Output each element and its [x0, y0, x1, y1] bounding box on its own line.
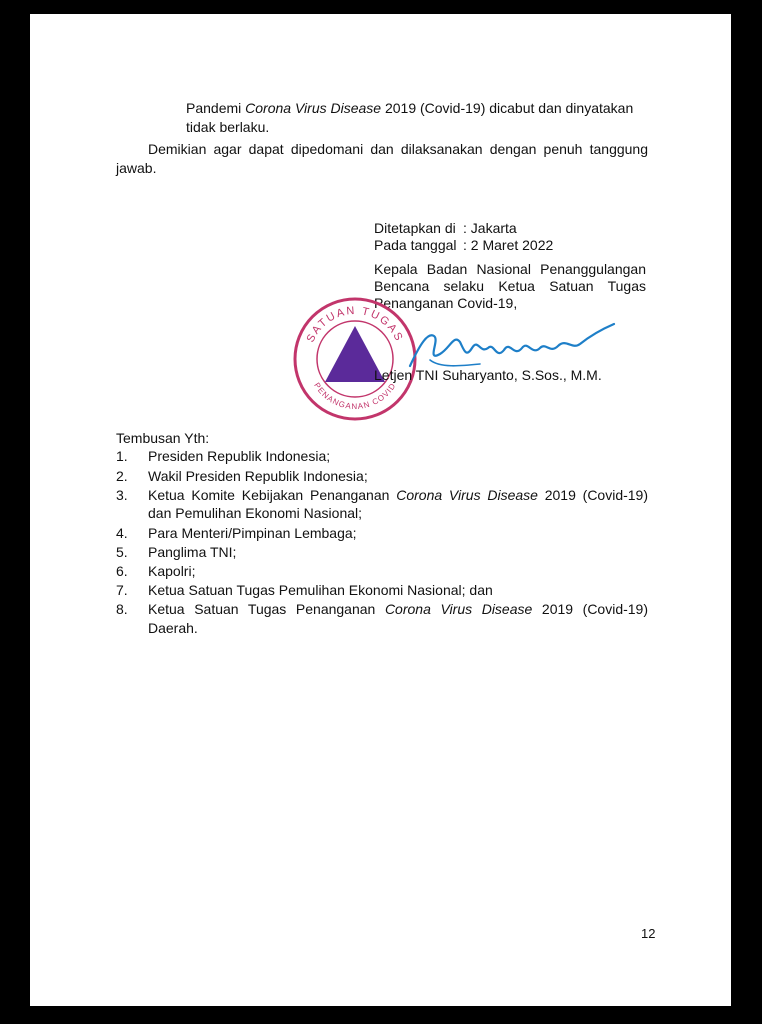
svg-text:PENANGANAN COVID	[312, 381, 398, 411]
official-title-line: Kepala Badan Nasional Penanggulangan	[374, 261, 646, 277]
list-number: 3.	[116, 487, 128, 503]
text: Demikian agar dapat dipedomani dan dilaksanakan dengan penuh tanggung	[148, 141, 648, 157]
list-item	[148, 600, 648, 619]
signatory-name: Letjen TNI Suharyanto, S.Sos., M.M.	[374, 367, 602, 383]
list-item-continuation: dan Pemulihan Ekonomi Nasional;	[148, 505, 363, 521]
text: 2019 (Covid-19) dicabut dan dinyatakan	[381, 100, 634, 116]
italic-text: Corona Virus Disease	[384, 601, 533, 617]
official-title-line: Penanganan Covid-19,	[374, 295, 518, 311]
stamp-text-bottom: PENANGANAN COVID	[312, 381, 398, 412]
document-page	[30, 14, 731, 1006]
paragraph-line: jawab.	[116, 160, 157, 176]
list-number: 7.	[116, 582, 128, 598]
page-number: 12	[641, 926, 656, 941]
paragraph-line: tidak berlaku.	[186, 119, 270, 135]
list-item: Wakil Presiden Republik Indonesia;	[148, 468, 368, 484]
text: Pandemi	[186, 100, 246, 116]
list-item: Ketua Satuan Tugas Pemulihan Ekonomi Nasional; dan	[148, 582, 493, 598]
list-item: Panglima TNI;	[148, 544, 237, 560]
list-number: 6.	[116, 563, 128, 579]
list-item-continuation: Daerah.	[148, 620, 198, 636]
italic-text: Corona Virus Disease	[245, 100, 382, 116]
text: Ketua Satuan Tugas Penanganan	[148, 601, 385, 617]
list-number: 8.	[116, 601, 128, 617]
text: 2019 (Covid-19)	[532, 601, 649, 617]
text: Ketua Komite Kebijakan Penanganan	[148, 487, 397, 503]
list-item: Presiden Republik Indonesia;	[148, 448, 331, 464]
cc-heading: Tembusan Yth:	[116, 430, 210, 446]
list-number: 1.	[116, 448, 128, 464]
italic-text: Corona Virus Disease	[396, 487, 538, 503]
place-label: Ditetapkan di	[374, 220, 456, 236]
list-number: 5.	[116, 544, 128, 560]
paragraph-line	[186, 99, 633, 118]
list-item	[148, 486, 648, 505]
list-number: 2.	[116, 468, 128, 484]
closing-paragraph	[148, 140, 648, 159]
list-item: Kapolri;	[148, 563, 196, 579]
place-value: : Jakarta	[463, 220, 517, 236]
stamp-text-top: SATUAN TUGAS	[304, 304, 406, 345]
list-item: Para Menteri/Pimpinan Lembaga;	[148, 525, 357, 541]
text: 2019 (Covid-19)	[537, 487, 649, 503]
list-number: 4.	[116, 525, 128, 541]
date-label: Pada tanggal	[374, 237, 457, 253]
date-value: : 2 Maret 2022	[463, 237, 554, 253]
official-title-line: Bencana selaku Ketua Satuan Tugas	[374, 278, 646, 294]
